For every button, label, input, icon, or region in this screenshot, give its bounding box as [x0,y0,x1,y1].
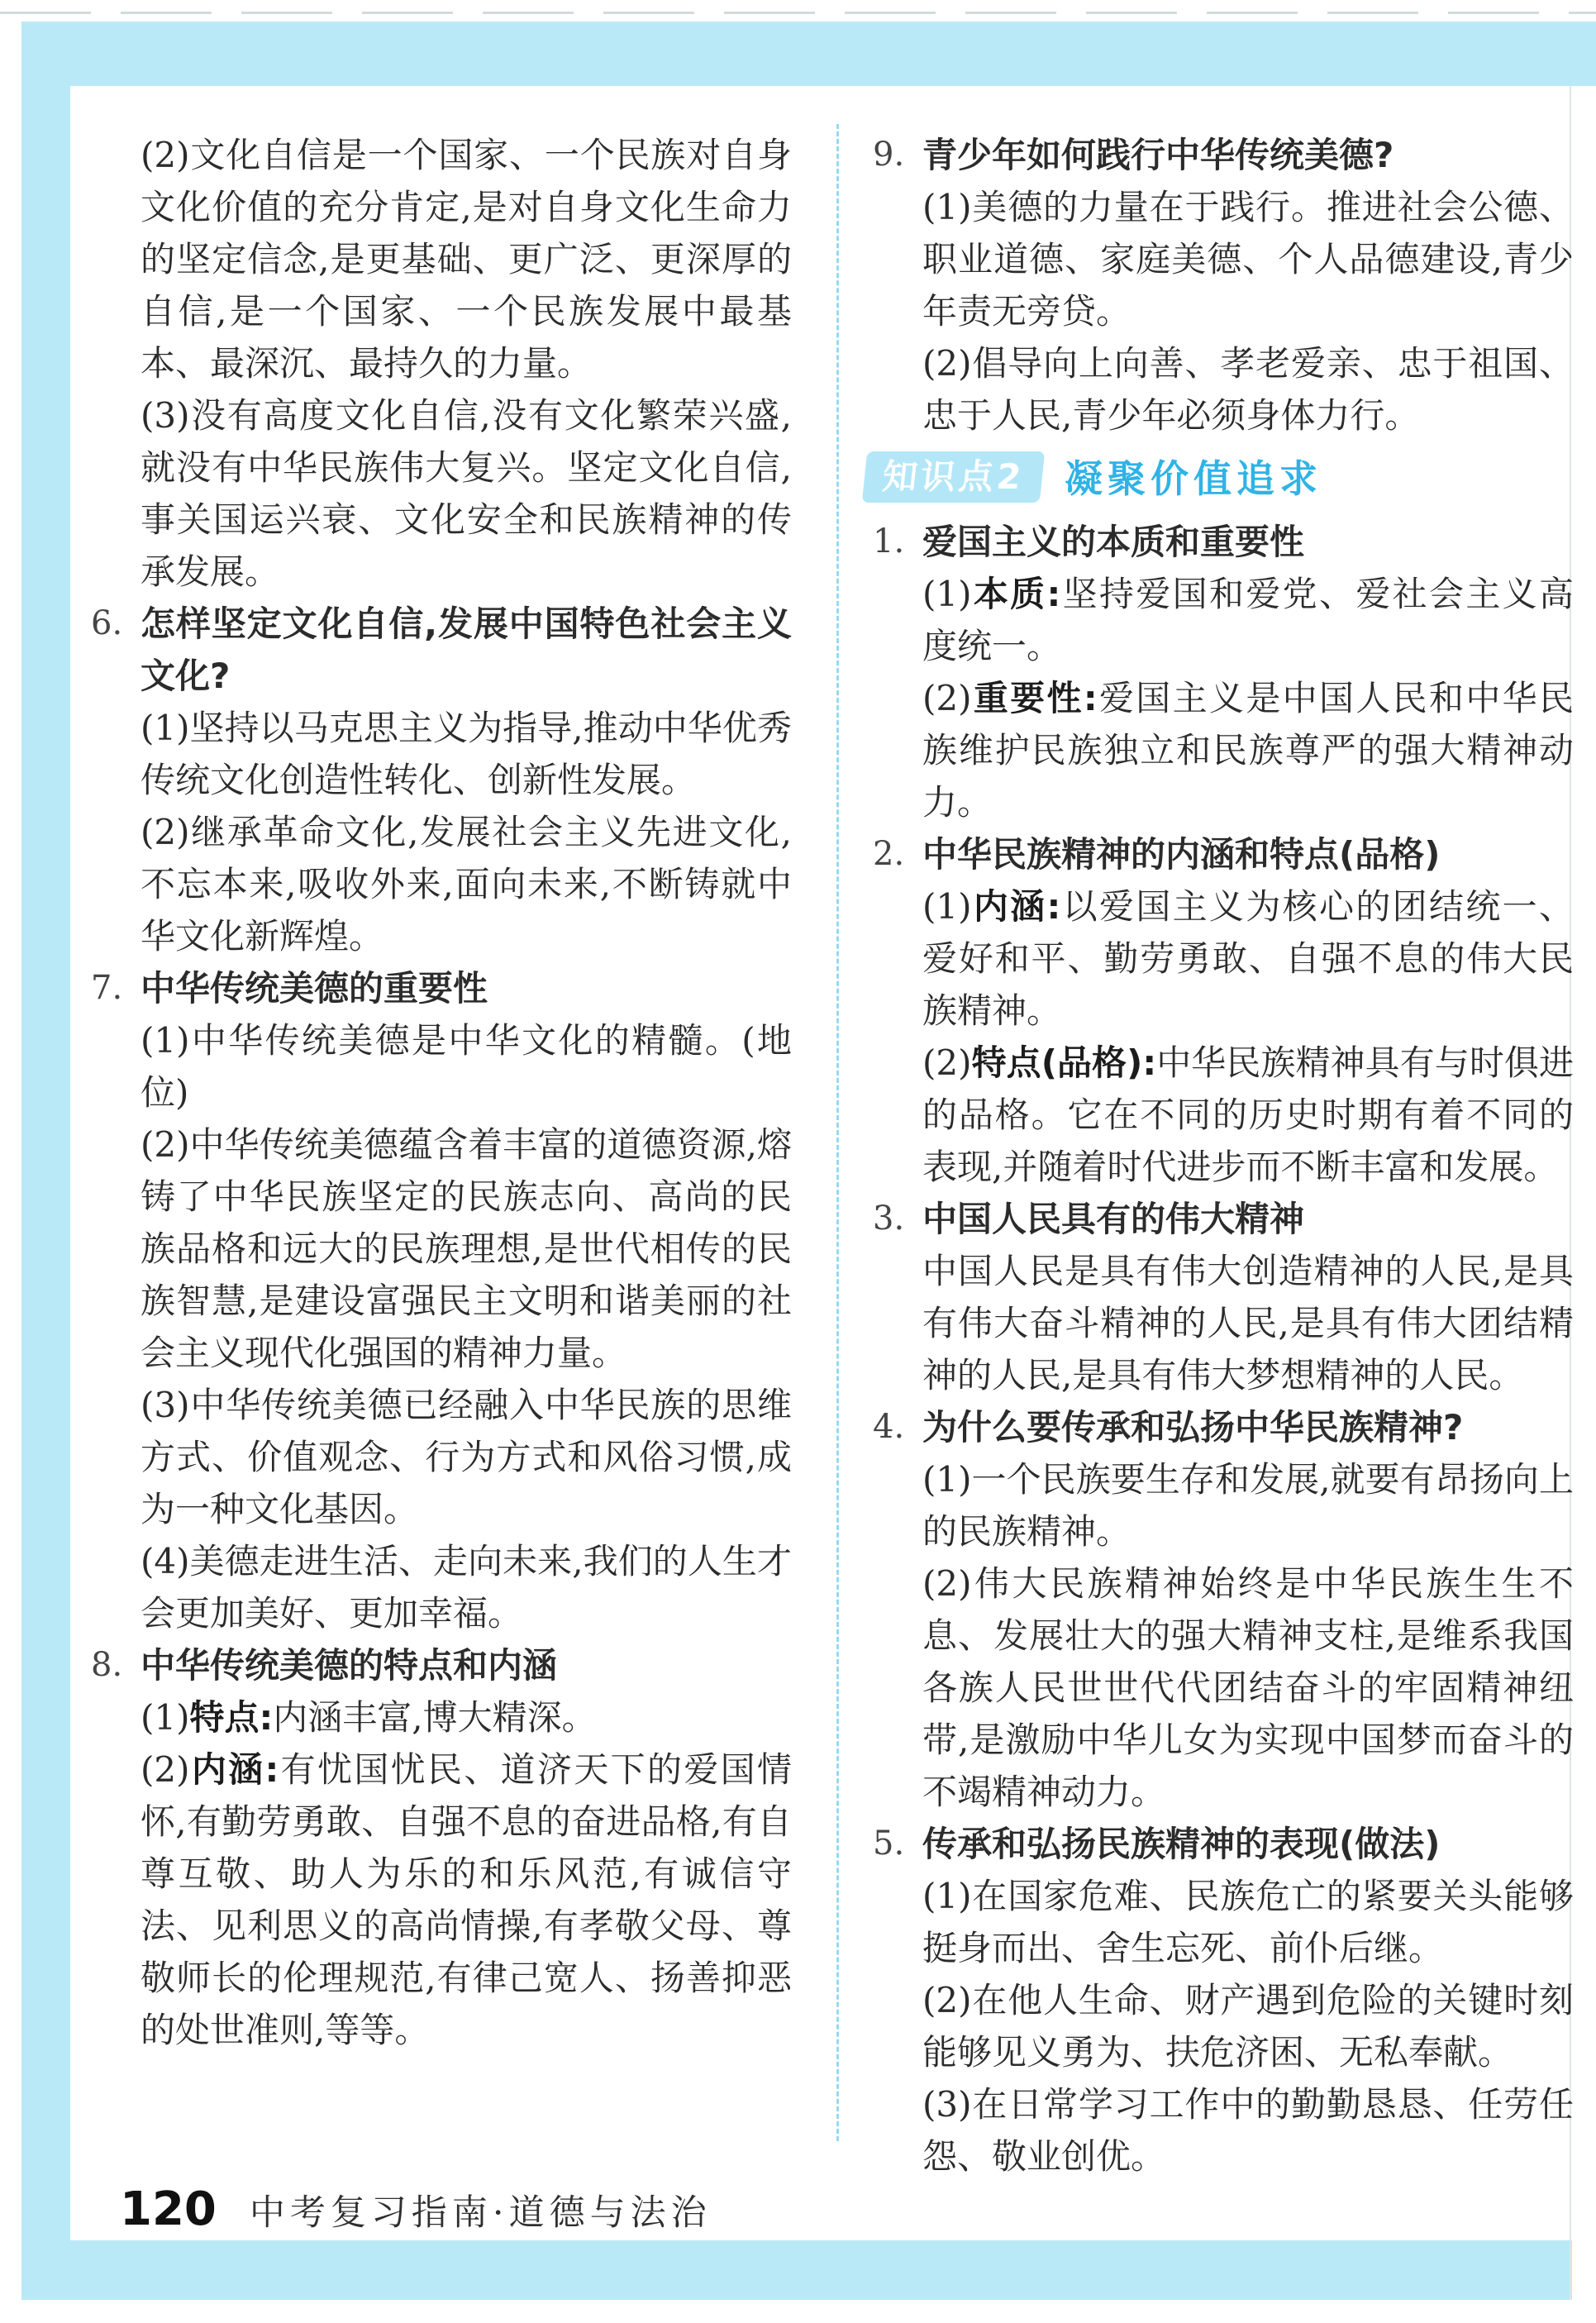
item-heading: 中华传统美德的特点和内涵 [141,1645,558,1686]
para-text: 有忧国忧民、道济天下的爱国情怀,有勤劳勇敢、自强不息的奋进品格,有自尊互敬、助人为乐的和乐风范,有诚信守法、见利思义的高尚情操,有孝敬父母、尊敬师长的伦理规范,有律己宽人、扬善抑恶的处世准则,等等。 [141,1749,792,2050]
column-divider [836,124,839,2141]
list-item-4 [873,1401,1574,1818]
item-heading: 中国人民具有的伟大精神 [922,1199,1305,1239]
page-frame-top [21,21,1596,86]
item-paragraph [922,1037,1574,1193]
item-paragraph: (2)继承革命文化,发展社会主义先进文化,不忘本来,吸收外来,面向未来,不断铸就中华文化新辉煌。 [141,812,792,956]
item-paragraph: (1)坚持以马克思主义为指导,推动中华优秀传统文化创造性转化、创新性发展。 [141,708,792,800]
para-prefix: (2) [141,1749,190,1790]
item-heading: 中华传统美德的重要性 [141,968,488,1009]
para-label: 特点(品格): [971,1042,1157,1083]
list-item-7 [91,962,792,1639]
item-heading: 怎样坚定文化自信,发展中国特色社会主义文化? [141,603,792,696]
item-paragraph [141,1743,792,2056]
para-prefix: (2) [922,678,972,718]
para-prefix: (1) [922,886,972,927]
item-number: 5. [873,1825,905,1863]
item-paragraph: (1)一个民族要生存和发展,就要有昂扬向上的民族精神。 [922,1459,1574,1552]
item-number: 9. [873,136,905,174]
list-item-6 [91,598,792,962]
item-number: 6. [91,604,123,642]
para-text: 以爱国主义为核心的团结统一、爱好和平、勤劳勇敢、自强不息的伟大民族精神。 [922,886,1574,1031]
item-paragraph: (2)倡导向上向善、孝老爱亲、忠于祖国、忠于人民,青少年必须身体力行。 [922,343,1574,436]
item-paragraph [141,1691,792,1743]
left-column [91,129,792,2056]
list-item-2 [873,828,1574,1193]
item-paragraph: (1)在国家危难、民族危亡的紧要关头能够挺身而出、舍生忘死、前仆后继。 [922,1876,1574,1968]
item-heading: 爱国主义的本质和重要性 [922,522,1305,562]
section-title: 凝聚价值追求 [1065,456,1322,501]
para-prefix: (1) [141,1697,190,1738]
item-number: 2. [873,835,905,873]
para-label: 本质: [971,574,1061,614]
list-item-8 [91,1639,792,2056]
list-item-9 [873,129,1574,441]
right-column [873,129,1574,2182]
item-paragraph: (3)中华传统美德已经融入中华民族的思维方式、价值观念、行为方式和风俗习惯,成为一种文化基因。 [141,1385,792,1529]
list-item-5 [873,1818,1574,2182]
page-frame-bottom [21,2240,1572,2300]
para-text: 中华民族精神具有与时俱进的品格。它在不同的历史时期有着不同的表现,并随着时代进步而不断丰富和发展。 [922,1042,1574,1187]
item-paragraph [922,568,1574,672]
item-number: 1. [873,522,905,560]
list-item-1 [873,516,1574,828]
para-prefix: (2) [922,1042,972,1083]
item-number: 3. [873,1200,905,1238]
intro-paragraph: (2)文化自信是一个国家、一个民族对自身文化价值的充分肯定,是对自身文化生命力的坚定信念,是更基础、更广泛、更深厚的自信,是一个国家、一个民族发展中最基本、最深沉、最持久的力量。 [141,135,792,384]
item-paragraph [922,880,1574,1037]
item-paragraph: (1)中华传统美德是中华文化的精髓。(地位) [141,1020,792,1113]
para-text: 坚持爱国和爱党、爱社会主义高度统一。 [922,574,1574,666]
item-paragraph: (1)美德的力量在于践行。推进社会公德、职业道德、家庭美德、个人品德建设,青少年责无旁贷。 [922,187,1574,332]
item-paragraph [922,672,1574,828]
item-heading: 中华民族精神的内涵和特点(品格) [922,834,1441,875]
scan-artifact-line [0,12,1596,14]
para-label: 特点: [189,1697,274,1738]
item-number: 7. [91,969,123,1007]
knowledge-point-badge: 知识点2 [862,451,1046,503]
item-heading: 青少年如何践行中华传统美德? [922,135,1394,175]
item-paragraph: (2)中华传统美德蕴含着丰富的道德资源,熔铸了中华民族坚定的民族志向、高尚的民族品格和远大的民族理想,是世代相传的民族智慧,是建设富强民主文明和谐美丽的社会主义现代化强国的精神力量。 [141,1124,792,1373]
page-frame-left [21,21,70,2300]
para-label: 重要性: [971,678,1098,718]
item-paragraph: (4)美德走进生活、走向未来,我们的人生才会更加美好、更加幸福。 [141,1541,792,1634]
para-text: 内涵丰富,博大精深。 [273,1697,597,1738]
para-label: 内涵: [971,886,1061,927]
intro-paragraph: (3)没有高度文化自信,没有文化繁荣兴盛,就没有中华民族伟大复兴。坚定文化自信,事关国运兴衰、文化安全和民族精神的传承发展。 [141,395,792,592]
knowledge-point-row [880,453,1574,506]
para-prefix: (1) [922,574,972,614]
para-label: 内涵: [189,1749,279,1790]
page-number: 120 [120,2182,217,2236]
item-heading: 为什么要传承和弘扬中华民族精神? [922,1407,1464,1448]
item-paragraph: 中国人民是具有伟大创造精神的人民,是具有伟大奋斗精神的人民,是具有伟大团结精神的人民,是具有伟大梦想精神的人民。 [922,1251,1574,1395]
footer-title: 中考复习指南·道德与法治 [249,2192,712,2234]
item-paragraph: (2)伟大民族精神始终是中华民族生生不息、发展壮大的强大精神支柱,是维系我国各族人民世世代代团结奋斗的牢固精神纽带,是激励中华儿女为实现中国梦而奋斗的不竭精神动力。 [922,1563,1574,1812]
page-footer [120,2182,712,2236]
para-text: 爱国主义是中国人民和中华民族维护民族独立和民族尊严的强大精神动力。 [922,678,1574,823]
item-paragraph: (2)在他人生命、财产遇到危险的关键时刻能够见义勇为、扶危济困、无私奉献。 [922,1980,1574,2073]
item-heading: 传承和弘扬民族精神的表现(做法) [922,1824,1441,1864]
item-paragraph: (3)在日常学习工作中的勤勤恳恳、任劳任怨、敬业创优。 [922,2084,1574,2177]
item-number: 4. [873,1408,905,1446]
list-item-3 [873,1193,1574,1401]
item-number: 8. [91,1646,123,1684]
